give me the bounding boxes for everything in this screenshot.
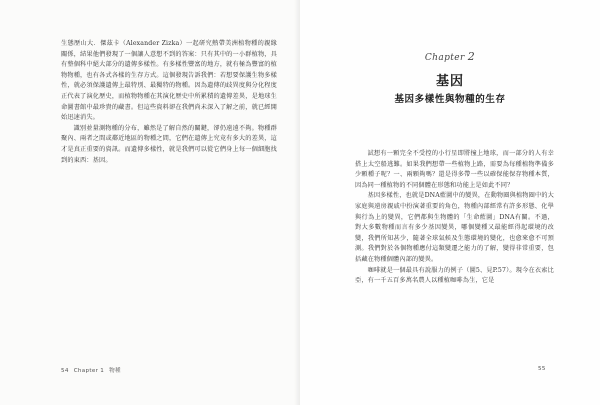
left-footer-title: 物種	[109, 368, 121, 374]
right-paragraph-2: 基因多樣性，也就是DNA藍圖中的變異，在動物圈與植物圈中的大家庭與遠房親戚中扮演著重要的角色，物種內部經常有許多形態、化學與行為上的變異，它們都與生物體的「生命藍圖」DNA有關。不過，對大多數物種而言有多少基因變異，哪個變種又最能經得起環境的改變，我們所知甚少，隨著全球氣候及生態環境的變化，也愈來愈不可預測。我們對於各個物種應付這類變遷之能力的了解，變得非常重要，包括藏在物種個體內部的變異。	[355, 192, 554, 263]
left-footer-chapter: Chapter 1	[73, 368, 105, 374]
chapter-label	[300, 50, 600, 63]
left-page-number: 54	[61, 368, 69, 374]
chapter-subtitle: 基因多樣性與物種的生存	[394, 94, 506, 105]
left-paragraph-1: 生態歷山大．傑茲卡（Alexander Zizka）一起研究熱帶美洲植物種的親緣關係，結果他們發現了一個讓人意想不到的答案：只有其中的一小群植物，具有整個科中絕大部分的遺傳多樣性。有多樣性豐富的地方，就有極為豐富的植物物種，也有各式各樣的生存方式。這個發現告訴我們：若想要保護生物多樣性，就必須保護遺傳上最特別、最獨特的物種。因為遺傳的歧異度與分化程度正代表了演化歷史，而植物物種在其演化歷史中所累積的遺傳差異，是地球生命圖書館中最珍貴的藏書。但這些資料卻在我們尚未深入了解之前，就已經開始迅速消失。	[61, 40, 277, 122]
right-paragraph-1: 試想有一顆完全不受控的小行星即將撞上地球，而一部分的人有幸搭上太空船逃難。如果我們想帶一些植物上路，需要為每種植物準備多少顆種子呢？一、兩顆夠嗎？還是得多帶一些以確保能保存物種本質，因為同一種植物的不同個體在形態和功能上是如此不同？	[355, 150, 554, 189]
left-paragraph-2: 識別並量測物種的分布，雖然是了解自然的關鍵，卻仍遠遠不夠。物種群聚內、兩者之間或鄰近地區的物種之間，它們在遺傳上究竟有多大的差異，這才是真正重要的資訊。而遺傳多樣性，就是我們可以從它們身上每一個細胞找到的東西：基因。	[61, 124, 277, 164]
right-page-number: 55	[538, 366, 546, 372]
chapter-title: 基因	[435, 74, 464, 89]
right-page-body	[355, 149, 554, 287]
left-page-footer	[61, 366, 126, 374]
right-paragraph-3: 咖啡就是一個最具有說服力的例子（圖5、見P.57）。現今在衣索比亞，有一千五百多萬名農人以種植咖啡為生，它是	[355, 266, 554, 285]
chapter-word: Chapter	[424, 53, 465, 63]
chapter-number: 2	[467, 50, 476, 63]
left-page-body	[61, 39, 277, 166]
